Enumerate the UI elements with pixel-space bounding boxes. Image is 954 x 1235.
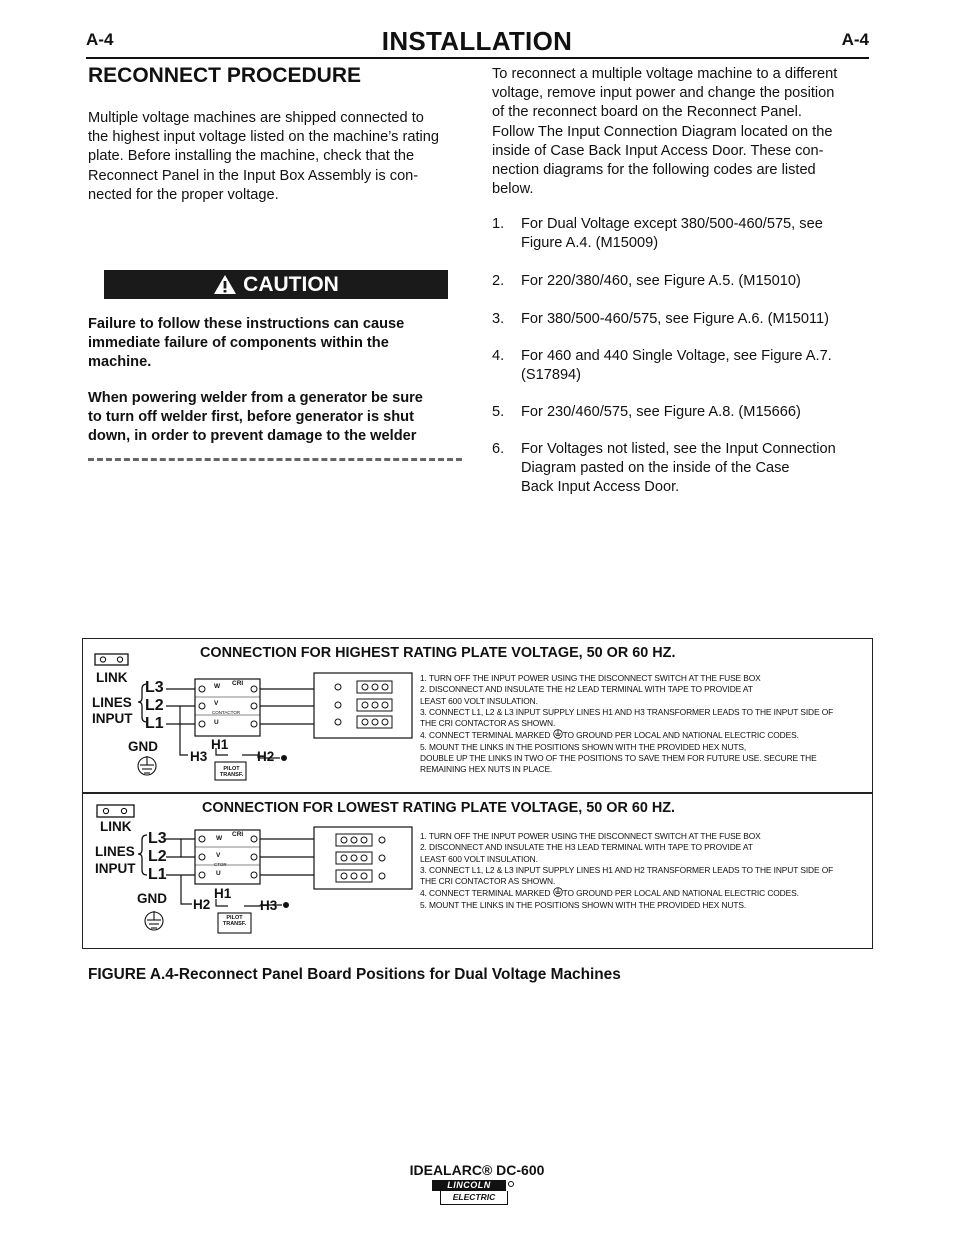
footer-model-name: IDEALARC® DC-600	[409, 1162, 545, 1178]
text-line: Follow The Input Connection Diagram located on the	[492, 123, 833, 140]
section-heading: RECONNECT PROCEDURE	[88, 64, 362, 87]
cri-label: CRI	[232, 680, 244, 687]
text-line: immediate failure of components within the	[88, 335, 389, 352]
reconnect-board	[314, 673, 412, 738]
h1-label: H1	[214, 886, 232, 901]
figure-caption: FIGURE A.4-Reconnect Panel Board Positions for Dual Voltage Machines	[88, 966, 621, 983]
h1-label: H1	[211, 737, 229, 752]
registered-mark	[508, 1181, 514, 1187]
transf-line: TRANSF.	[219, 772, 244, 778]
text-line: the highest input voltage listed on the machine’s rating	[88, 129, 440, 146]
panel2-heading: CONNECTION FOR LOWEST RATING PLATE VOLTAGE, 50 OR 60 HZ.	[202, 800, 676, 816]
note-line: 5. MOUNT THE LINKS IN THE POSITIONS SHOWN WITH THE PROVIDED HEX NUTS.	[420, 899, 747, 910]
lines-label: LINES	[95, 844, 135, 859]
text-line: For Voltages not listed, see the Input Connection	[521, 441, 836, 457]
l3-label: L3	[145, 679, 164, 696]
note-line: 3. CONNECT L1, L2 & L3 INPUT SUPPLY LINES H1 AND H3 TRANSFORMER LEADS TO THE INPUT SIDE OF	[420, 706, 834, 717]
panel1-notes	[420, 673, 860, 776]
dashed-separator	[88, 458, 462, 461]
text-line: For Dual Voltage except 380/500-460/575, see	[521, 216, 823, 232]
lines-label: LINES	[92, 695, 132, 710]
pilot-transformer-label	[216, 766, 247, 778]
input-label: INPUT	[92, 711, 133, 726]
text-line: For 380/500-460/575, see Figure A.6. (M15011)	[521, 311, 830, 327]
text-line: Reconnect Panel in the Input Box Assembly is con-	[88, 167, 419, 184]
note-line: 3. CONNECT L1, L2 & L3 INPUT SUPPLY LINES H1 AND H2 TRANSFORMER LEADS TO THE INPUT SIDE OF	[420, 864, 834, 875]
note-line: THE CRI CONTACTOR AS SHOWN.	[420, 718, 556, 729]
ground-symbol	[138, 756, 156, 775]
link-label: LINK	[96, 670, 128, 685]
text-line: voltage, remove input power and change the position	[492, 85, 835, 102]
text-line: below.	[492, 181, 534, 198]
pilot-transformer-label	[218, 915, 251, 927]
list-item	[492, 215, 868, 255]
text-line: Multiple voltage machines are shipped connected to	[88, 110, 424, 126]
text-line: When powering welder from a generator be sure	[88, 390, 423, 406]
l2-label: L2	[145, 697, 164, 714]
link-symbol	[97, 805, 134, 817]
text-line: nected for the proper voltage.	[88, 186, 279, 203]
note-line: LEAST 600 VOLT INSULATION.	[420, 853, 538, 864]
text-line: Figure A.4. (M15009)	[521, 235, 659, 251]
list-item	[492, 310, 868, 330]
gnd-label: GND	[128, 739, 158, 754]
logo-bottom: ELECTRIC	[440, 1191, 508, 1205]
reconnect-board	[314, 827, 412, 889]
intro-paragraph-right	[492, 65, 868, 199]
text-line: nection diagrams for the following codes are listed	[492, 162, 816, 179]
list-number: 2.	[492, 273, 505, 289]
text-line: For 230/460/575, see Figure A.8. (M15666)	[521, 404, 801, 420]
note-line: 5. MOUNT THE LINKS IN THE POSITIONS SHOWN WITH THE PROVIDED HEX NUTS,	[420, 741, 747, 752]
list-number: 6.	[492, 441, 505, 457]
l1-label: L1	[148, 866, 167, 883]
text-line: For 460 and 440 Single Voltage, see Figure A.7.	[521, 348, 832, 364]
lincoln-electric-logo	[432, 1180, 512, 1206]
text-line: To reconnect a multiple voltage machine to a different	[492, 66, 838, 82]
cri-contactor	[195, 830, 260, 884]
text-line: Diagram pasted on the inside of the Case	[521, 460, 790, 476]
text-line: machine.	[88, 354, 152, 371]
logo-top: LINCOLN	[432, 1180, 506, 1191]
note-line: REMAINING HEX NUTS IN PLACE.	[420, 764, 553, 775]
list-item	[492, 403, 868, 423]
text-line: down, in order to prevent damage to the welder	[88, 428, 417, 445]
note-line: 4. CONNECT TERMINAL MARKED TO GROUND PER LOCAL AND NATIONAL ELECTRIC CODES.	[420, 888, 799, 899]
list-number: 5.	[492, 404, 505, 420]
warning-paragraph-1	[88, 315, 464, 373]
l3-label: L3	[148, 830, 167, 847]
page-code-right: A-4	[841, 30, 869, 49]
h3-label: H3	[190, 749, 208, 764]
transf-line: TRANSF.	[222, 921, 247, 927]
header-rule	[86, 57, 869, 59]
text-line: Failure to follow these instructions can cause	[88, 316, 405, 332]
panel1-wiring-diagram	[82, 640, 422, 790]
text-line: plate. Before installing the machine, check that the	[88, 148, 415, 165]
warning-icon	[213, 274, 237, 295]
list-number: 4.	[492, 348, 505, 364]
link-symbol	[95, 654, 128, 665]
list-item	[492, 272, 868, 292]
text-line: inside of Case Back Input Access Door. These con-	[492, 142, 824, 159]
contactor-label: CONTACTOR	[212, 710, 241, 715]
note-line: DOUBLE UP THE LINKS IN TWO OF THE POSITIONS TO SAVE THEM FOR FUTURE USE. SECURE THE	[420, 753, 817, 764]
panel1-heading: CONNECTION FOR HIGHEST RATING PLATE VOLTAGE, 50 OR 60 HZ.	[200, 645, 676, 661]
note-line: 1. TURN OFF THE INPUT POWER USING THE DISCONNECT SWITCH AT THE FUSE BOX	[420, 673, 761, 683]
list-item	[492, 347, 868, 387]
h2-label: H2	[193, 897, 211, 912]
h2-label: H2	[257, 749, 275, 764]
ground-symbol	[145, 911, 163, 930]
caution-label: CAUTION	[243, 272, 339, 296]
input-brace	[138, 835, 147, 875]
w-terminal-label: W	[214, 683, 221, 690]
note-line: 2. DISCONNECT AND INSULATE THE H2 LEAD TERMINAL WITH TAPE TO PROVIDE AT	[420, 684, 753, 695]
text-line: For 220/380/460, see Figure A.5. (M15010)	[521, 273, 801, 289]
contactor-label: CTOR	[214, 862, 227, 867]
cri-label: CRI	[232, 831, 244, 838]
panel2-notes	[420, 831, 860, 911]
list-item	[492, 440, 868, 500]
text-line: Back Input Access Door.	[521, 479, 680, 495]
note-line: LEAST 600 VOLT INSULATION.	[420, 695, 538, 706]
list-number: 1.	[492, 216, 505, 232]
list-number: 3.	[492, 311, 505, 327]
warning-paragraph-2	[88, 389, 464, 447]
w-terminal-label: W	[216, 835, 223, 842]
u-terminal-label: U	[214, 719, 219, 726]
ground-icon	[553, 887, 563, 897]
note-line: THE CRI CONTACTOR AS SHOWN.	[420, 876, 556, 887]
cri-contactor	[195, 679, 260, 736]
pilot-line: PILOT	[223, 766, 240, 772]
v-terminal-label: V	[214, 700, 219, 707]
l1-label: L1	[145, 715, 164, 732]
ground-icon	[553, 729, 563, 739]
h3-terminal	[283, 902, 289, 908]
page-title: INSTALLATION	[381, 26, 573, 56]
pilot-line: PILOT	[226, 915, 243, 921]
link-label: LINK	[100, 819, 132, 834]
h3-label: H3	[260, 898, 278, 913]
gnd-label: GND	[137, 891, 167, 906]
page-code-left: A-4	[86, 30, 114, 49]
note-line: 4. CONNECT TERMINAL MARKED TO GROUND PER LOCAL AND NATIONAL ELECTRIC CODES.	[420, 730, 799, 741]
note-line: 2. DISCONNECT AND INSULATE THE H3 LEAD TERMINAL WITH TAPE TO PROVIDE AT	[420, 842, 753, 853]
note-line: 1. TURN OFF THE INPUT POWER USING THE DISCONNECT SWITCH AT THE FUSE BOX	[420, 831, 761, 841]
caution-banner	[104, 270, 448, 299]
intro-paragraph-left	[88, 109, 464, 205]
l2-label: L2	[148, 848, 167, 865]
text-line: of the reconnect board on the Reconnect Panel.	[492, 104, 802, 121]
text-line: (S17894)	[521, 367, 582, 383]
u-terminal-label: U	[216, 870, 221, 877]
text-line: to turn off welder first, before generator is shut	[88, 409, 414, 426]
figure-divider	[82, 792, 873, 794]
h2-terminal	[281, 755, 287, 761]
input-label: INPUT	[95, 861, 136, 876]
v-terminal-label: V	[216, 852, 221, 859]
